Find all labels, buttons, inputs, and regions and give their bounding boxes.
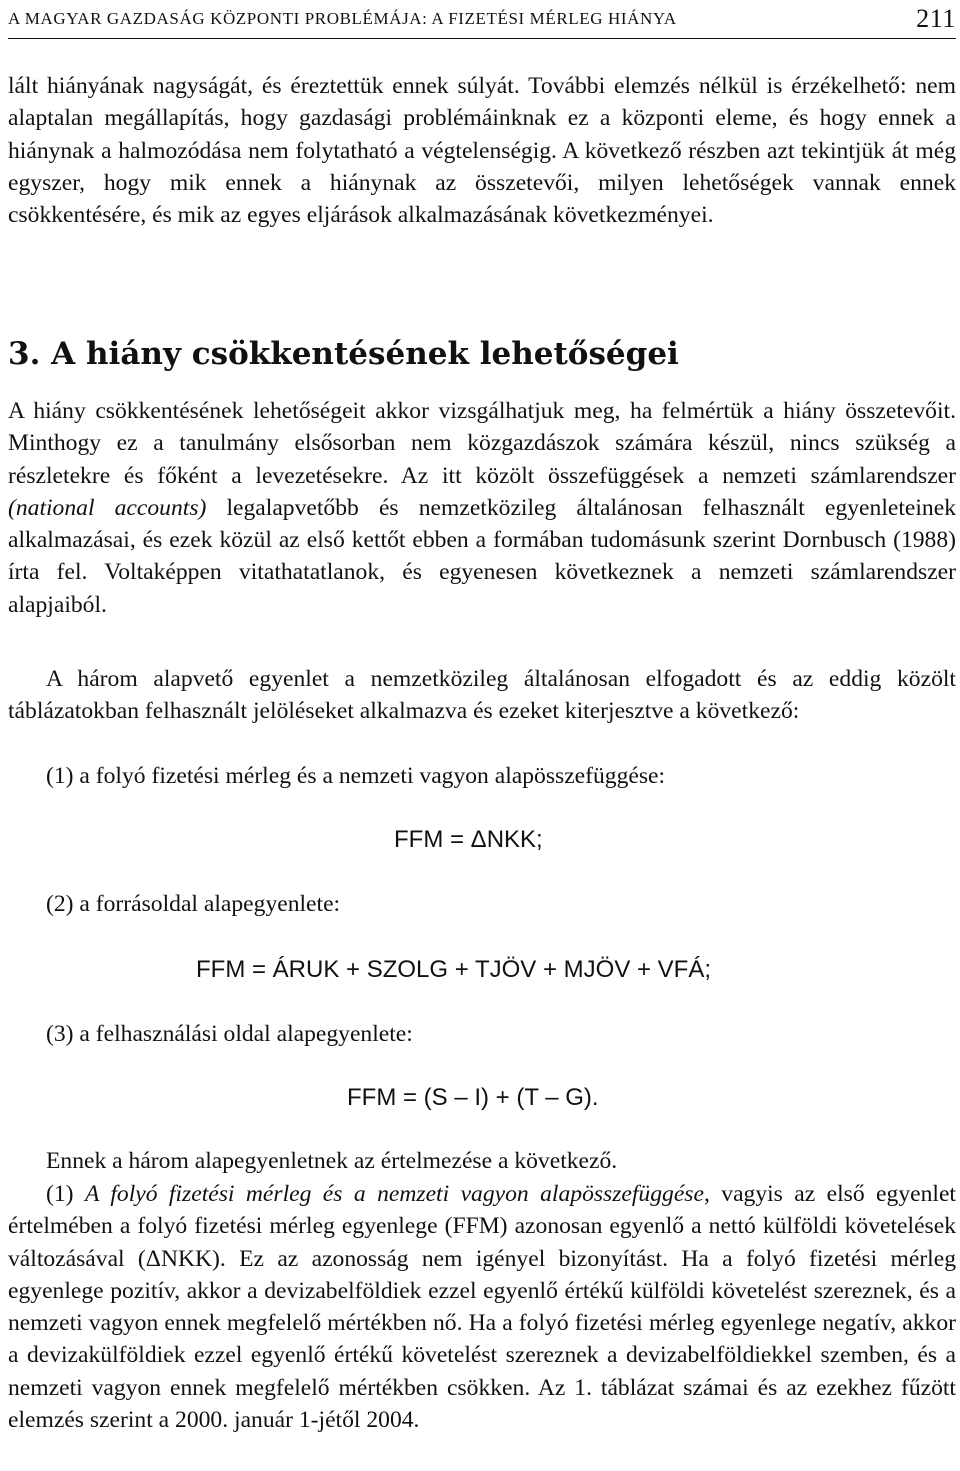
italic-term: (national accounts) [8, 494, 207, 521]
paragraph-interpretation-1 [8, 1178, 956, 1436]
paragraph-equations-intro: A három alapvető egyenlet a nemzetközileg általánosan elfogadott és az eddig közölt táblázatokban felhasznált jelöléseket alkalmazva és ezeket kiterjesztve a következő: [8, 666, 956, 725]
paragraph-text: A hiány csökkentésének lehetőségeit akkor vizsgálhatjuk meg, ha felmértük a hiány összetevőit. Minthogy ez a tanulmány elsősorban nem közgazdászok számára készül, nincs szükség a részletekre és főként a levezetésekre. Az itt közölt összefüggések a nemzeti számlarendszer [8, 398, 956, 489]
paragraph-section-intro [8, 395, 956, 621]
paragraph-text: , vagyis az első egyenlet értelmében a folyó fizetési mérleg egyenlege (FFM) azonosan egyenlő a nettó külföldi követelések változásával (ΔNKK). Ez az azonosság nem igényel bizonyítást. Ha a folyó fizetési mérleg egyenlege pozitív, akkor a devizabelföldiek ezzel egyenlő értékű külföldi követelést szereznek, és a nemzeti vagyon ennek megfelelő mértékben nő. Ha a folyó fizetési mérleg egyenlege negatív, akkor a devizakülföldiek ezzel egyenlő értékű követelést szereznek a devizabelföldiekkel szemben, és a nemzeti vagyon ennek megfelelő mértékben csökken. Az 1. táblázat számai és az ezekhez fűzött elemzés szerint a 2000. január 1-jétől 2004. [8, 1181, 956, 1434]
equation-3-label: (3) a felhasználási oldal alapegyenlete: [46, 1021, 413, 1047]
running-title: A MAGYAR GAZDASÁG KÖZPONTI PROBLÉMÁJA: A FIZETÉSI MÉRLEG HIÁNYA [8, 9, 677, 28]
paragraph-text: (1) [46, 1181, 85, 1207]
equation-2-formula: FFM = ÁRUK + SZOLG + TJÖV + MJÖV + VFÁ; [196, 956, 712, 983]
page-number: 211 [916, 4, 956, 33]
equation-3-formula: FFM = (S – I) + (T – G). [347, 1084, 599, 1111]
italic-term: A folyó fizetési mérleg és a nemzeti vagyon alapösszefüggése [84, 1181, 704, 1207]
header-rule [8, 38, 956, 39]
equation-1-label: (1) a folyó fizetési mérleg és a nemzeti vagyon alapösszefüggése: [46, 763, 666, 789]
paragraph-interpretation-intro: Ennek a három alapegyenletnek az értelmezése a következő. [46, 1148, 618, 1174]
paragraph-intro: lált hiányának nagyságát, és éreztettük ennek súlyát. További elemzés nélkül is érzékelhető: nem alaptalan megállapítás, hogy gazdasági problémáinknak ez a központi eleme, és hogy ennek a hiánynak a halmozódása nem folytatható a végtelenségig. A következő részben azt tekintjük át még egyszer, hogy mik ennek a hiánynak az összetevői, milyen lehetőségek vannak ennek csökkentésére, és mik az egyes eljárások alkalmazásának következményei. [8, 73, 956, 229]
equation-1-formula: FFM = ΔNKK; [394, 826, 543, 853]
section-heading: 3. A hiány csökkentésének lehetőségei [8, 336, 679, 372]
paragraph-text: legalapvetőbb és nemzetközileg általánosan felhasznált egyenleteinek alkalmazásai, és ezek közül az első kettőt ebben a formában tudomásunk szerint Dornbusch (1988) írta fel. Voltaképpen vitathatatlanok, és egyenesen következnek a nemzeti számlarendszer alapjaiból. [8, 494, 956, 618]
running-header [8, 4, 956, 34]
equation-2-label: (2) a forrásoldal alapegyenlete: [46, 891, 341, 917]
